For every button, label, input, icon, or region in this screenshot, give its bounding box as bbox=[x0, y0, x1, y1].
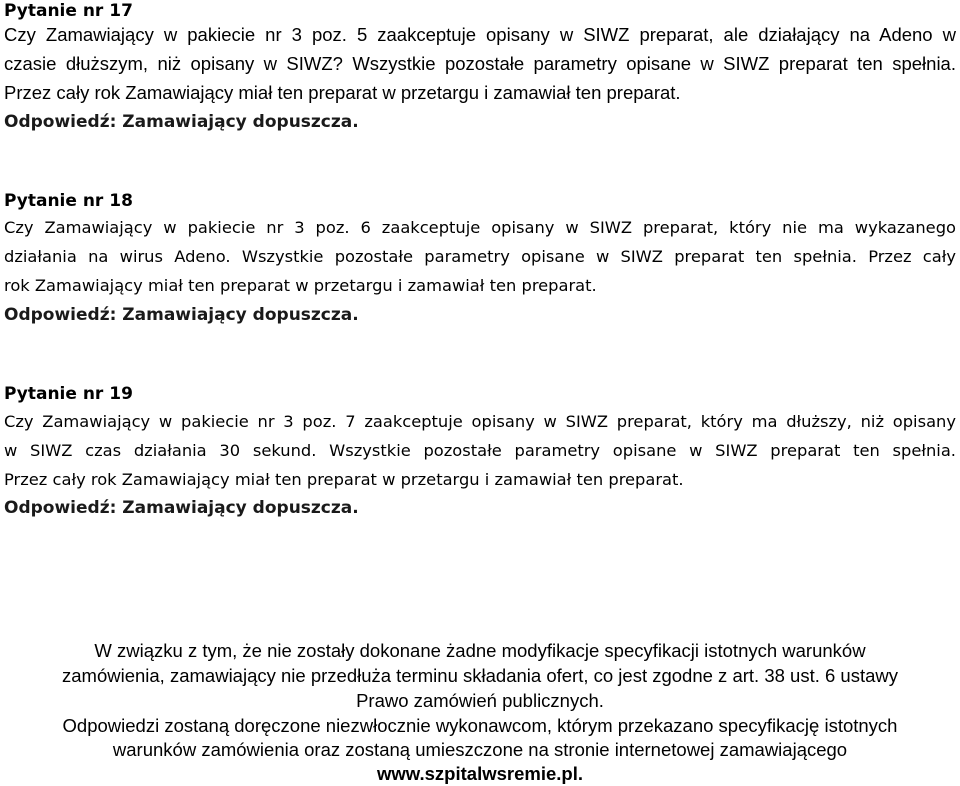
closing-text-line: Prawo zamówień publicznych. bbox=[356, 690, 604, 711]
closing-text-line: W związku z tym, że nie zostały dokonane żadne modyfikacje specyfikacji istotnych warunków bbox=[94, 640, 866, 661]
question-text-line: Czy Zamawiający w pakiecie nr 3 poz. 5 zaakceptuje opisany w SIWZ preparat, ale działający na Adeno w bbox=[4, 24, 956, 45]
answer-text: Odpowiedź: Zamawiający dopuszcza. bbox=[4, 305, 359, 325]
closing-text-line: warunków zamówienia oraz zostaną umieszczone na stronie internetowej zamawiającego bbox=[112, 739, 848, 760]
website-link[interactable]: www.szpitalwsremie.pl. bbox=[377, 763, 583, 784]
question-text-line: w SIWZ czas działania 30 sekund. Wszystkie pozostałe parametry opisane w SIWZ preparat ten spełnia. bbox=[4, 441, 956, 460]
answer-text: Odpowiedź: Zamawiający dopuszcza. bbox=[4, 498, 359, 518]
closing-text-line: Odpowiedzi zostaną doręczone niezwłocznie wykonawcom, którym przekazano specyfikację istotnych bbox=[62, 715, 898, 736]
question-text-line: czasie dłuższym, niż opisany w SIWZ? Wszystkie pozostałe parametry opisane w SIWZ preparat ten spełnia. bbox=[4, 53, 956, 74]
question-title: Pytanie nr 17 bbox=[4, 1, 133, 21]
closing-text-line: zamówienia, zamawiający nie przedłuża terminu składania ofert, co jest zgodne z art. 38 ust. 6 ustawy bbox=[62, 665, 898, 686]
question-text-line: działania na wirus Adeno. Wszystkie pozostałe parametry opisane w SIWZ preparat ten spełnia. Przez cały bbox=[4, 247, 956, 266]
question-title: Pytanie nr 18 bbox=[4, 191, 133, 211]
question-text-line: Przez cały rok Zamawiający miał ten preparat w przetargu i zamawiał ten preparat. bbox=[4, 82, 681, 103]
question-text-line: Czy Zamawiający w pakiecie nr 3 poz. 7 zaakceptuje opisany w SIWZ preparat, który ma dłuższy, niż opisany bbox=[4, 412, 956, 431]
answer-text: Odpowiedź: Zamawiający dopuszcza. bbox=[4, 112, 359, 132]
question-title: Pytanie nr 19 bbox=[4, 384, 133, 404]
question-text-line: Przez cały rok Zamawiający miał ten preparat w przetargu i zamawiał ten preparat. bbox=[4, 470, 684, 489]
question-text-line: Czy Zamawiający w pakiecie nr 3 poz. 6 zaakceptuje opisany w SIWZ preparat, który nie ma wykazanego bbox=[4, 218, 956, 237]
question-text-line: rok Zamawiający miał ten preparat w przetargu i zamawiał ten preparat. bbox=[4, 276, 597, 295]
